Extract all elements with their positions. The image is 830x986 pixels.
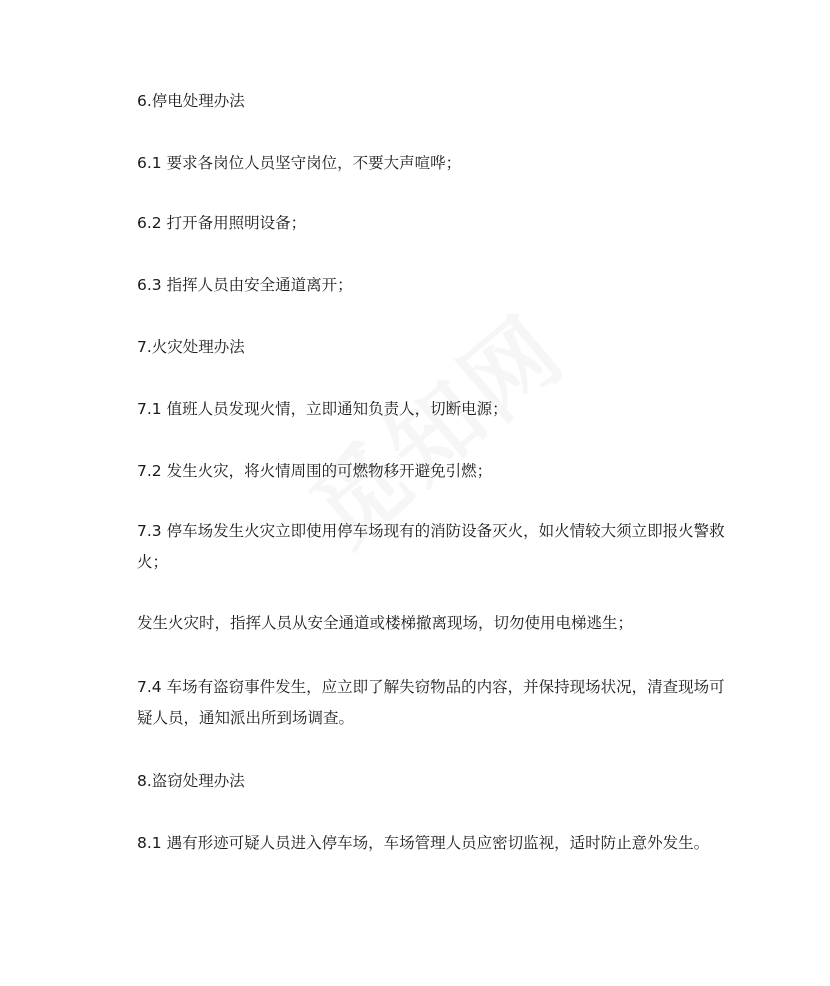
paragraph-7-3: 7.3 停车场发生火灾立即使用停车场现有的消防设备灭火，如火情较大须立即报火警救火； [137, 522, 725, 571]
paragraph-8-1: 8.1 遇有形迹可疑人员进入停车场，车场管理人员应密切监视，适时防止意外发生。 [137, 834, 710, 852]
paragraph-evacuation: 发生火灾时，指挥人员从安全通道或楼梯撤离现场，切勿使用电梯逃生； [137, 614, 634, 632]
heading-theft: 8.盗窃处理办法 [137, 772, 245, 790]
paragraph-6-3: 6.3 指挥人员由安全通道离开； [137, 276, 353, 294]
paragraph-7-1: 7.1 值班人员发现火情，立即通知负责人，切断电源； [137, 400, 508, 418]
paragraph-7-4: 7.4 车场有盗窃事件发生，应立即了解失窃物品的内容，并保持现场状况，清查现场可疑人员，通知派出所到场调查。 [137, 678, 725, 727]
heading-power-outage: 6.停电处理办法 [137, 92, 245, 110]
heading-fire: 7.火灾处理办法 [137, 338, 245, 356]
paragraph-7-2: 7.2 发生火灾，将火情周围的可燃物移开避免引燃； [137, 462, 493, 480]
paragraph-6-2: 6.2 打开备用照明设备； [137, 214, 307, 232]
paragraph-6-1: 6.1 要求各岗位人员坚守岗位，不要大声喧哗； [137, 154, 462, 172]
